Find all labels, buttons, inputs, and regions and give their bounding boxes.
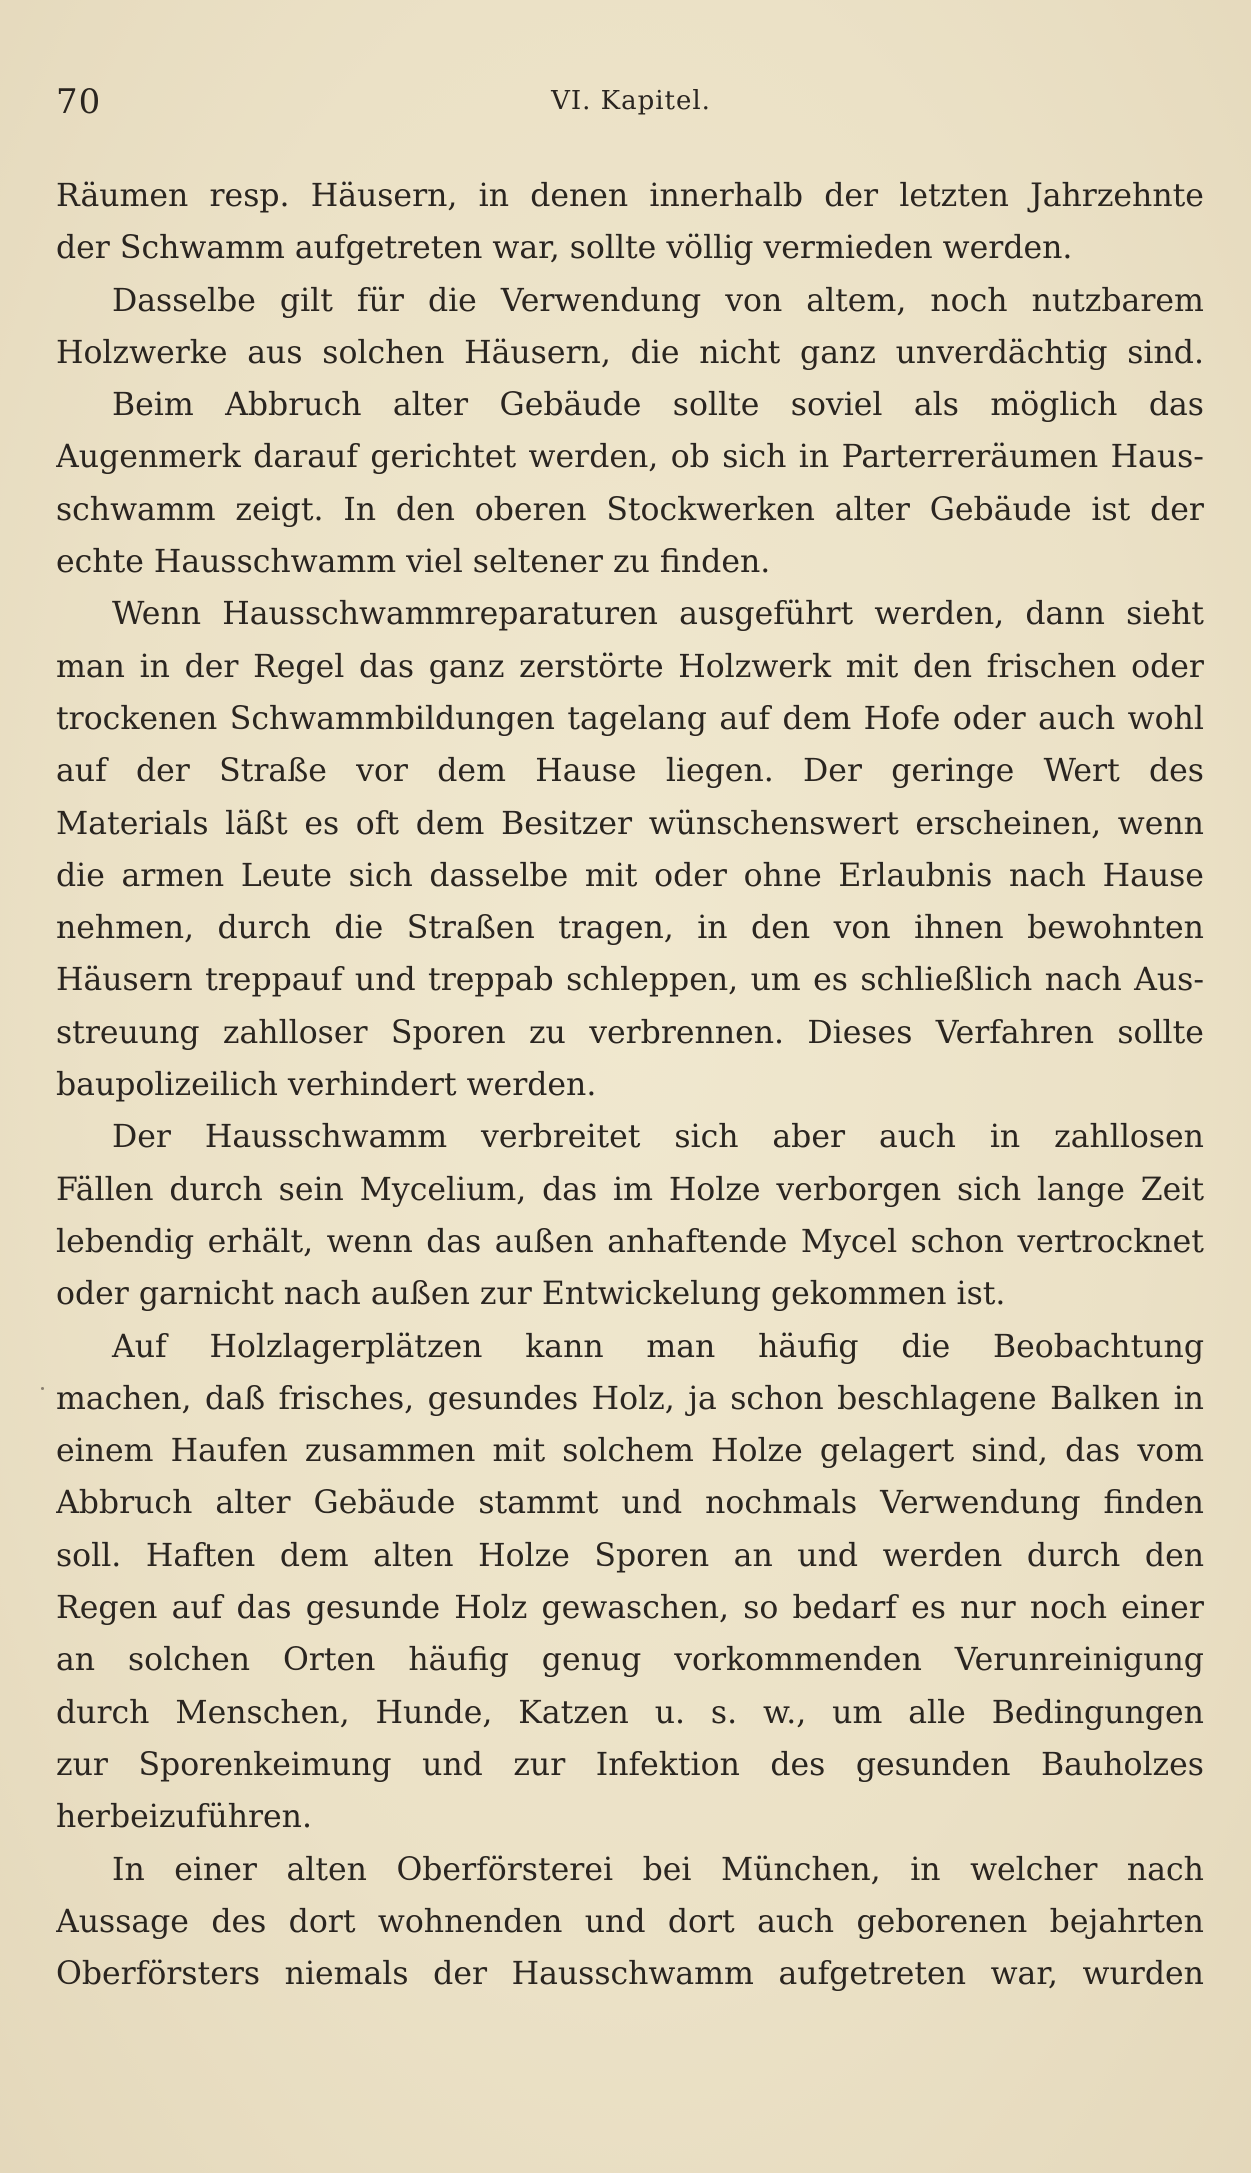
text-line: Auf Holzlagerplätzen kann man häufig die Beobachtung [112, 1328, 1204, 1365]
text-line: Regen auf das gesunde Holz gewaschen, so bedarf es nur noch einer [56, 1590, 1204, 1627]
text-line: trockenen Schwammbildungen tagelang auf dem Hofe oder auch wohl [56, 700, 1204, 737]
text-line: Der Hausschwamm verbreitet sich aber auch in zahllosen [112, 1119, 1204, 1156]
text-line: auf der Straße vor dem Hause liegen. Der geringe Wert des [56, 753, 1204, 790]
text-line: Fällen durch sein Mycelium, das im Holze verborgen sich lange Zeit [56, 1171, 1204, 1208]
text-line: der Schwamm aufgetreten war, sollte völlig vermieden werden. [56, 230, 1073, 267]
text-line: schwamm zeigt. In den oberen Stockwerken alter Gebäude ist der [56, 491, 1204, 528]
text-line: baupolizeilich verhindert werden. [56, 1067, 597, 1104]
text-line: zur Sporenkeimung und zur Infektion des gesunden Bauholzes [56, 1746, 1204, 1783]
page-number: 70 [56, 82, 102, 122]
text-line: durch Menschen, Hunde, Katzen u. s. w., um alle Bedingungen [56, 1694, 1204, 1731]
text-line: herbeizuführen. [56, 1799, 312, 1836]
text-line: Oberförsters niemals der Hausschwamm aufgetreten war, wurden [56, 1956, 1204, 1993]
text-line: streuung zahlloser Sporen zu verbrennen. Dieses Verfahren sollte [56, 1014, 1204, 1051]
text-line: oder garnicht nach außen zur Entwickelung gekommen ist. [56, 1276, 1006, 1313]
text-line: Dasselbe gilt für die Verwendung von altem, noch nutzbarem [112, 282, 1204, 319]
text-line: Augenmerk darauf gerichtet werden, ob sich in Parterreräumen Haus- [56, 439, 1204, 476]
text-line: Häusern treppauf und treppab schleppen, um es schließlich nach Aus- [56, 962, 1204, 999]
text-line: Abbruch alter Gebäude stammt und nochmals Verwendung finden [56, 1485, 1204, 1522]
text-line: Holzwerke aus solchen Häusern, die nicht ganz unverdächtig sind. [56, 334, 1204, 371]
text-line: Räumen resp. Häusern, in denen innerhalb der letzten Jahrzehnte [56, 178, 1204, 214]
text-line: an solchen Orten häufig genug vorkommenden Verunreinigung [56, 1642, 1204, 1679]
text-line: lebendig erhält, wenn das außen anhaftende Mycel schon vertrocknet [56, 1223, 1204, 1260]
body-text [56, 170, 1204, 2000]
text-line: Wenn Hausschwammreparaturen ausgeführt werden, dann sieht [112, 596, 1204, 633]
page-header [56, 82, 1206, 132]
text-line: nehmen, durch die Straßen tragen, in den von ihnen bewohnten [56, 910, 1204, 947]
paper-speck [41, 1387, 44, 1390]
text-line: soll. Haften dem alten Holze Sporen an und werden durch den [56, 1537, 1204, 1574]
text-line: die armen Leute sich dasselbe mit oder ohne Erlaubnis nach Hause [56, 857, 1204, 894]
text-line: Aussage des dort wohnenden und dort auch geborenen bejahrten [56, 1903, 1204, 1940]
text-line: man in der Regel das ganz zerstörte Holzwerk mit den frischen oder [56, 648, 1204, 685]
running-head: VI. Kapitel. [551, 86, 711, 116]
text-line: einem Haufen zusammen mit solchem Holze gelagert sind, das vom [56, 1433, 1204, 1470]
text-line: In einer alten Oberförsterei bei München, in welcher nach [112, 1851, 1204, 1888]
text-line: echte Hausschwamm viel seltener zu finden. [56, 544, 771, 581]
text-line: Beim Abbruch alter Gebäude sollte soviel als möglich das [112, 387, 1204, 424]
text-line: Materials läßt es oft dem Besitzer wünschenswert erscheinen, wenn [56, 805, 1204, 842]
text-line: machen, daß frisches, gesundes Holz, ja schon beschlagene Balken in [56, 1380, 1204, 1417]
